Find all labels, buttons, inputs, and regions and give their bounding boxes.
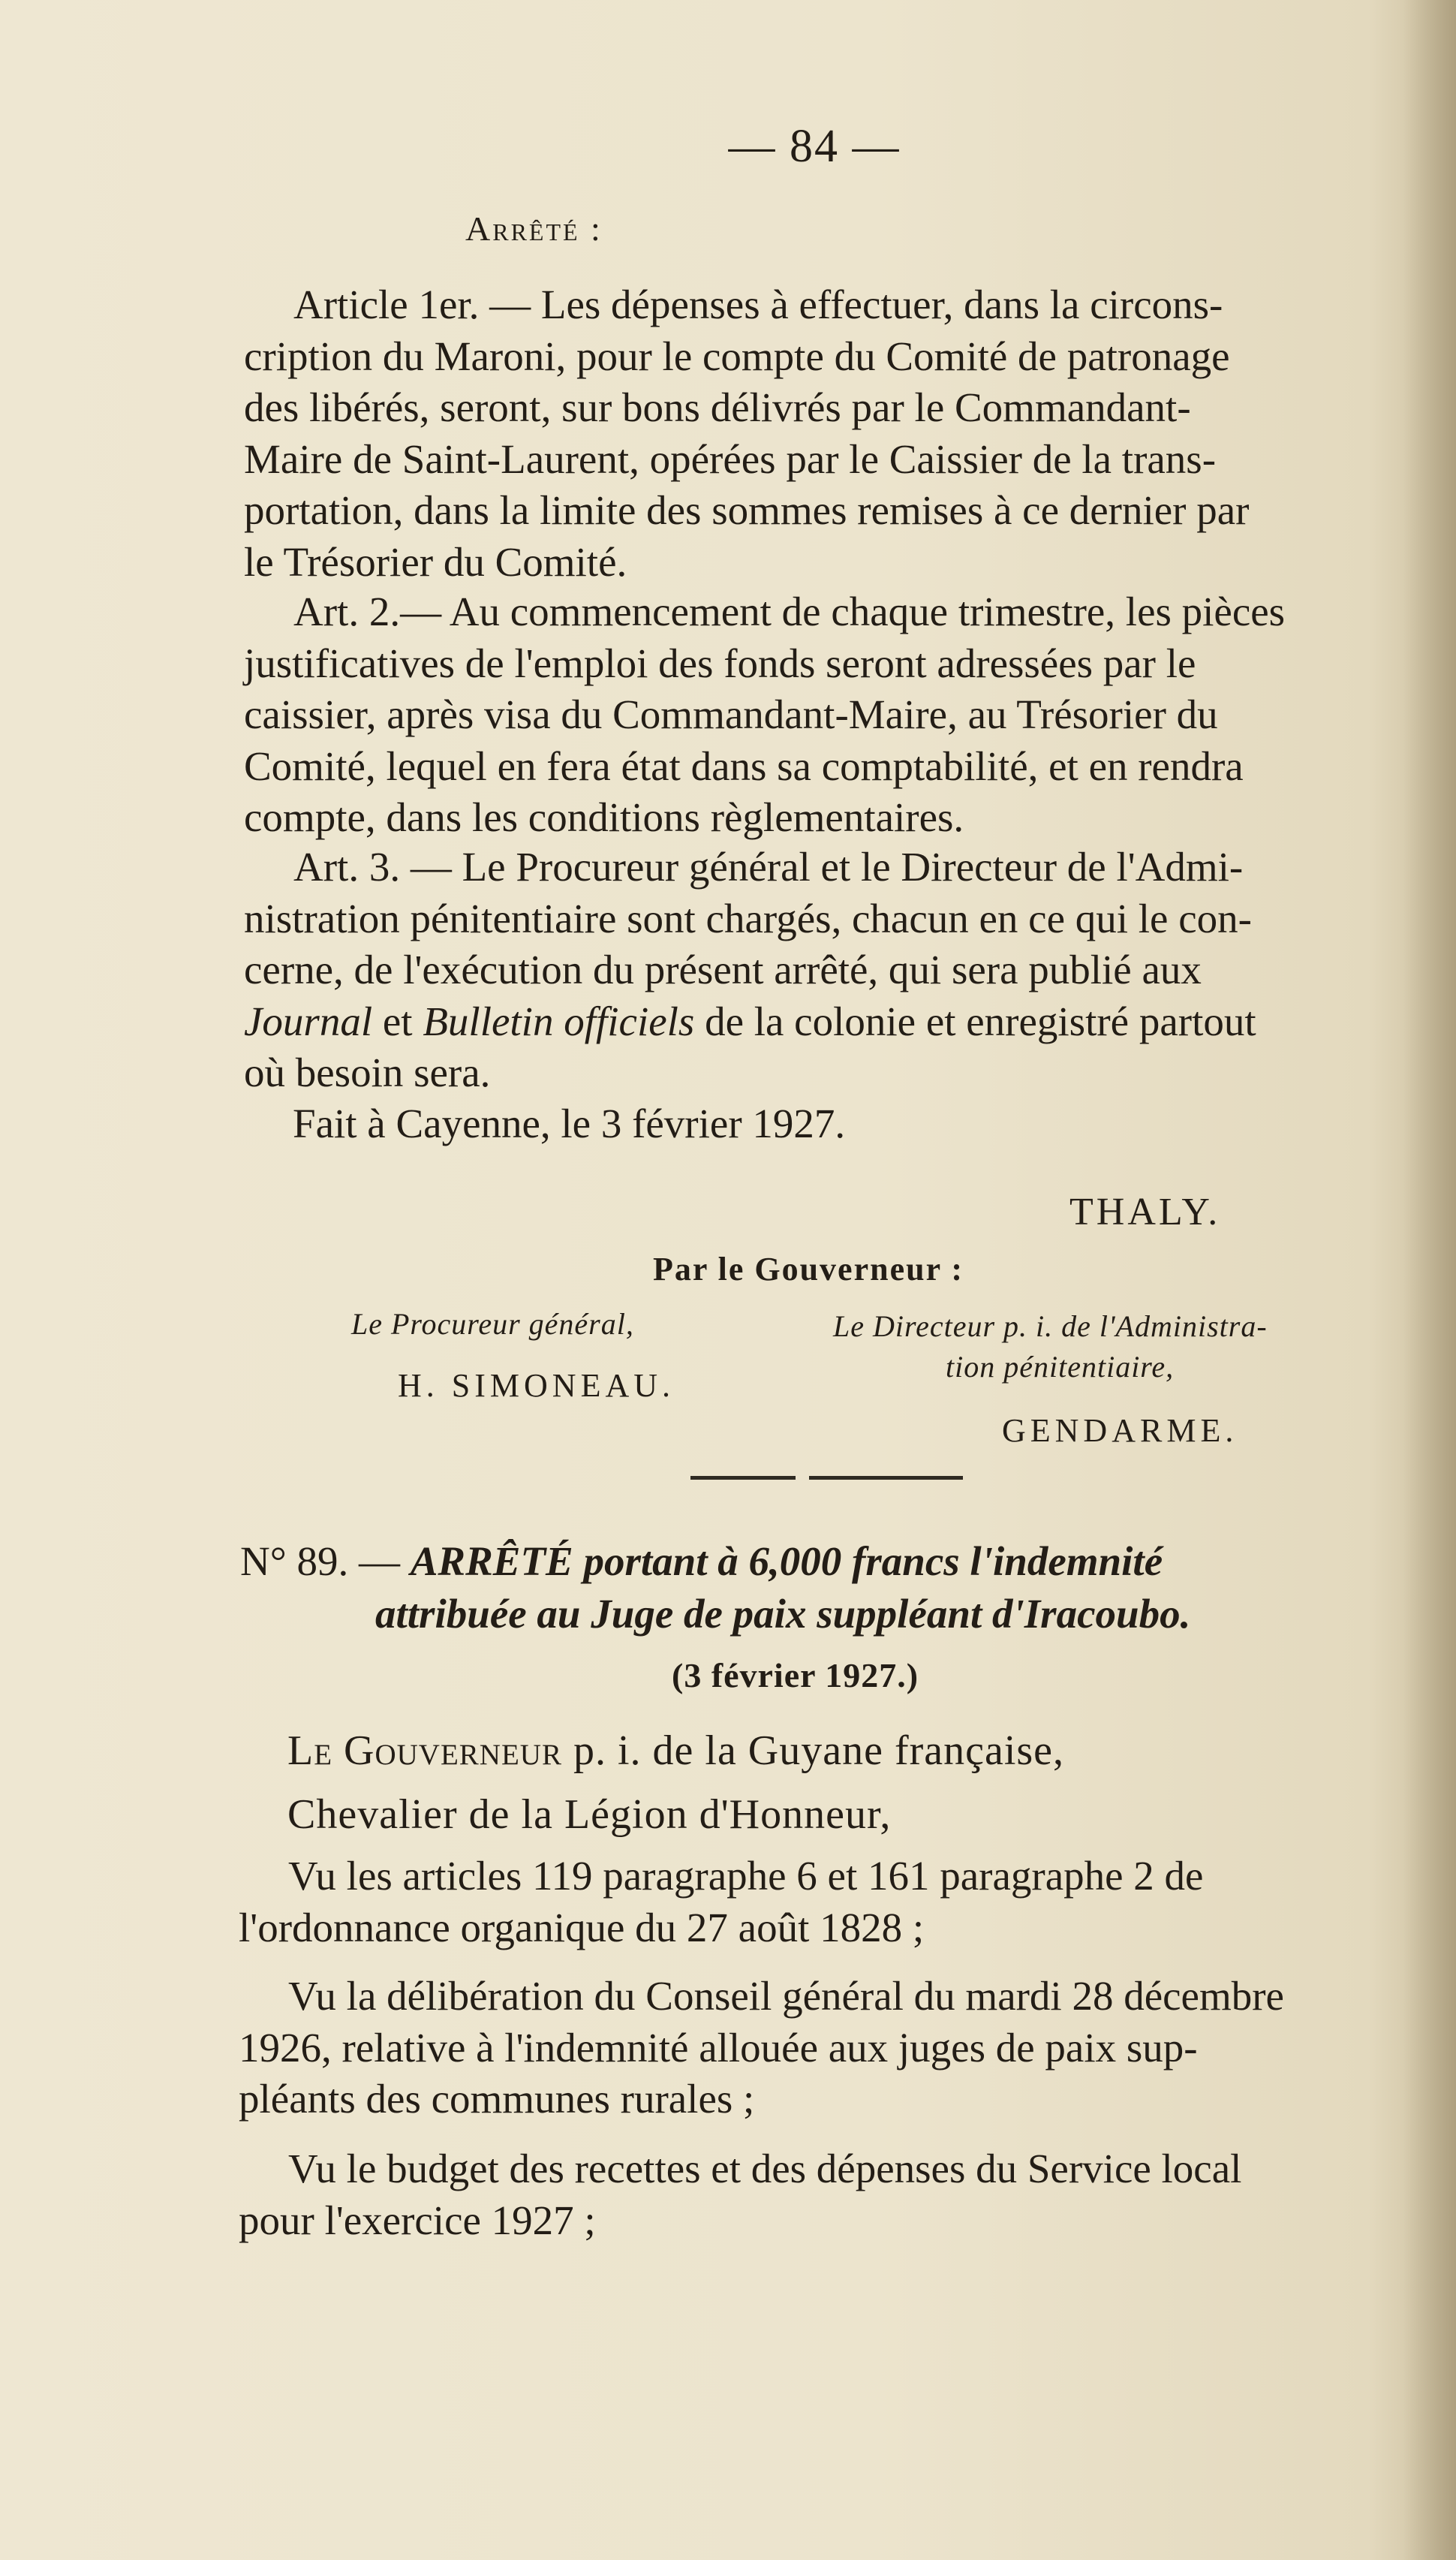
directeur-title-line: Le Directeur p. i. de l'Administra- — [833, 1309, 1268, 1343]
article-1-line: Article 1er. — Les dépenses à effectuer, dans la circons- — [293, 282, 1223, 327]
vu-line: pour l'exercice 1927 ; — [239, 2197, 596, 2243]
procureur-name: H. SIMONEAU. — [398, 1367, 675, 1404]
article-2 — [244, 586, 1409, 844]
vu-line: pléants des communes rurales ; — [239, 2076, 755, 2122]
decree-number: N° 89. — — [240, 1538, 411, 1584]
decree-89-heading — [240, 1535, 1411, 1640]
article-3-line: Art. 3. — Le Procureur général et le Directeur de l'Admi- — [293, 844, 1244, 890]
section-heading: Arrêté : — [465, 209, 603, 248]
par-le-gouverneur: Par le Gouverneur : — [653, 1251, 964, 1288]
article-1-line: cription du Maroni, pour le compte du Comité de patronage — [244, 333, 1230, 379]
vu-line: Vu le budget des recettes et des dépenses du Service local — [288, 2146, 1242, 2191]
article-2-line: justificatives de l'emploi des fonds seront adressées par le — [244, 640, 1196, 686]
vu-2 — [239, 1971, 1403, 2125]
decree-title-line: ARRÊTÉ portant à 6,000 francs l'indemnité — [410, 1538, 1163, 1584]
chevalier-line: Chevalier de la Légion d'Honneur, — [287, 1791, 892, 1838]
vu-3 — [239, 2143, 1403, 2246]
vu-1 — [239, 1851, 1403, 1953]
date-place-line: Fait à Cayenne, le 3 février 1927. — [293, 1101, 846, 1146]
vu-line: Vu la délibération du Conseil général du mardi 28 décembre — [288, 1973, 1284, 2019]
directeur-title-line: tion pénitentiaire, — [946, 1350, 1175, 1384]
governor-signature: THALY. — [1069, 1191, 1221, 1233]
procureur-title: Le Procureur général, — [351, 1307, 634, 1341]
directeur-name: GENDARME. — [1002, 1412, 1238, 1449]
article-1-line: Maire de Saint-Laurent, opérées par le Caissier de la trans- — [244, 435, 1217, 482]
section-divider-right — [809, 1476, 963, 1480]
article-3-line: nistration pénitentiaire sont chargés, chacun en ce qui le con- — [244, 895, 1252, 941]
vu-line: Vu les articles 119 paragraphe 6 et 161 paragraphe 2 de — [288, 1853, 1204, 1899]
article-2-line: Comité, lequel en fera état dans sa comptabilité, et en rendra — [244, 742, 1244, 789]
article-3-line: où besoin sera. — [244, 1050, 491, 1095]
bulletin-italic: Bulletin officiels — [423, 998, 695, 1044]
directeur-title — [833, 1306, 1403, 1387]
article-3-line-with-italics — [244, 996, 1409, 1048]
article-2-line: compte, dans les conditions règlementaires. — [244, 794, 964, 840]
article-2-line: Art. 2.— Au commencement de chaque trimestre, les pièces — [293, 589, 1286, 634]
article-1-line: des libérés, seront, sur bons délivrés par le Commandant- — [244, 384, 1191, 430]
gouverneur-line — [287, 1727, 1064, 1775]
article-1-line: portation, dans la limite des sommes remises à ce dernier par — [244, 487, 1250, 533]
journal-italic: Journal — [244, 998, 373, 1044]
page-number: — 84 — — [728, 121, 901, 172]
article-2-line: caissier, après visa du Commandant-Maire, au Trésorier du — [244, 691, 1218, 737]
article-1-line: le Trésorier du Comité. — [244, 538, 627, 585]
decree-title-line: attribuée au Juge de paix suppléant d'Iracoubo. — [375, 1591, 1191, 1637]
gouverneur-rest: p. i. de la Guyane française, — [561, 1727, 1065, 1774]
article-3 — [244, 842, 1409, 1099]
article-3-line: cerne, de l'exécution du présent arrêté, qui sera publié aux — [244, 947, 1202, 992]
section-divider-left — [690, 1476, 796, 1480]
decree-date: (3 février 1927.) — [672, 1656, 919, 1694]
vu-line: l'ordonnance organique du 27 août 1828 ; — [239, 1904, 925, 1950]
article-1 — [244, 279, 1409, 588]
gouverneur-smallcaps: Le Gouverneur — [287, 1727, 562, 1774]
page-edge-shadow — [1403, 0, 1456, 2560]
conjunction: et — [372, 998, 423, 1044]
line-rest: de la colonie et enregistré partout — [694, 998, 1256, 1044]
vu-line: 1926, relative à l'indemnité allouée aux juges de paix sup- — [239, 2024, 1198, 2071]
